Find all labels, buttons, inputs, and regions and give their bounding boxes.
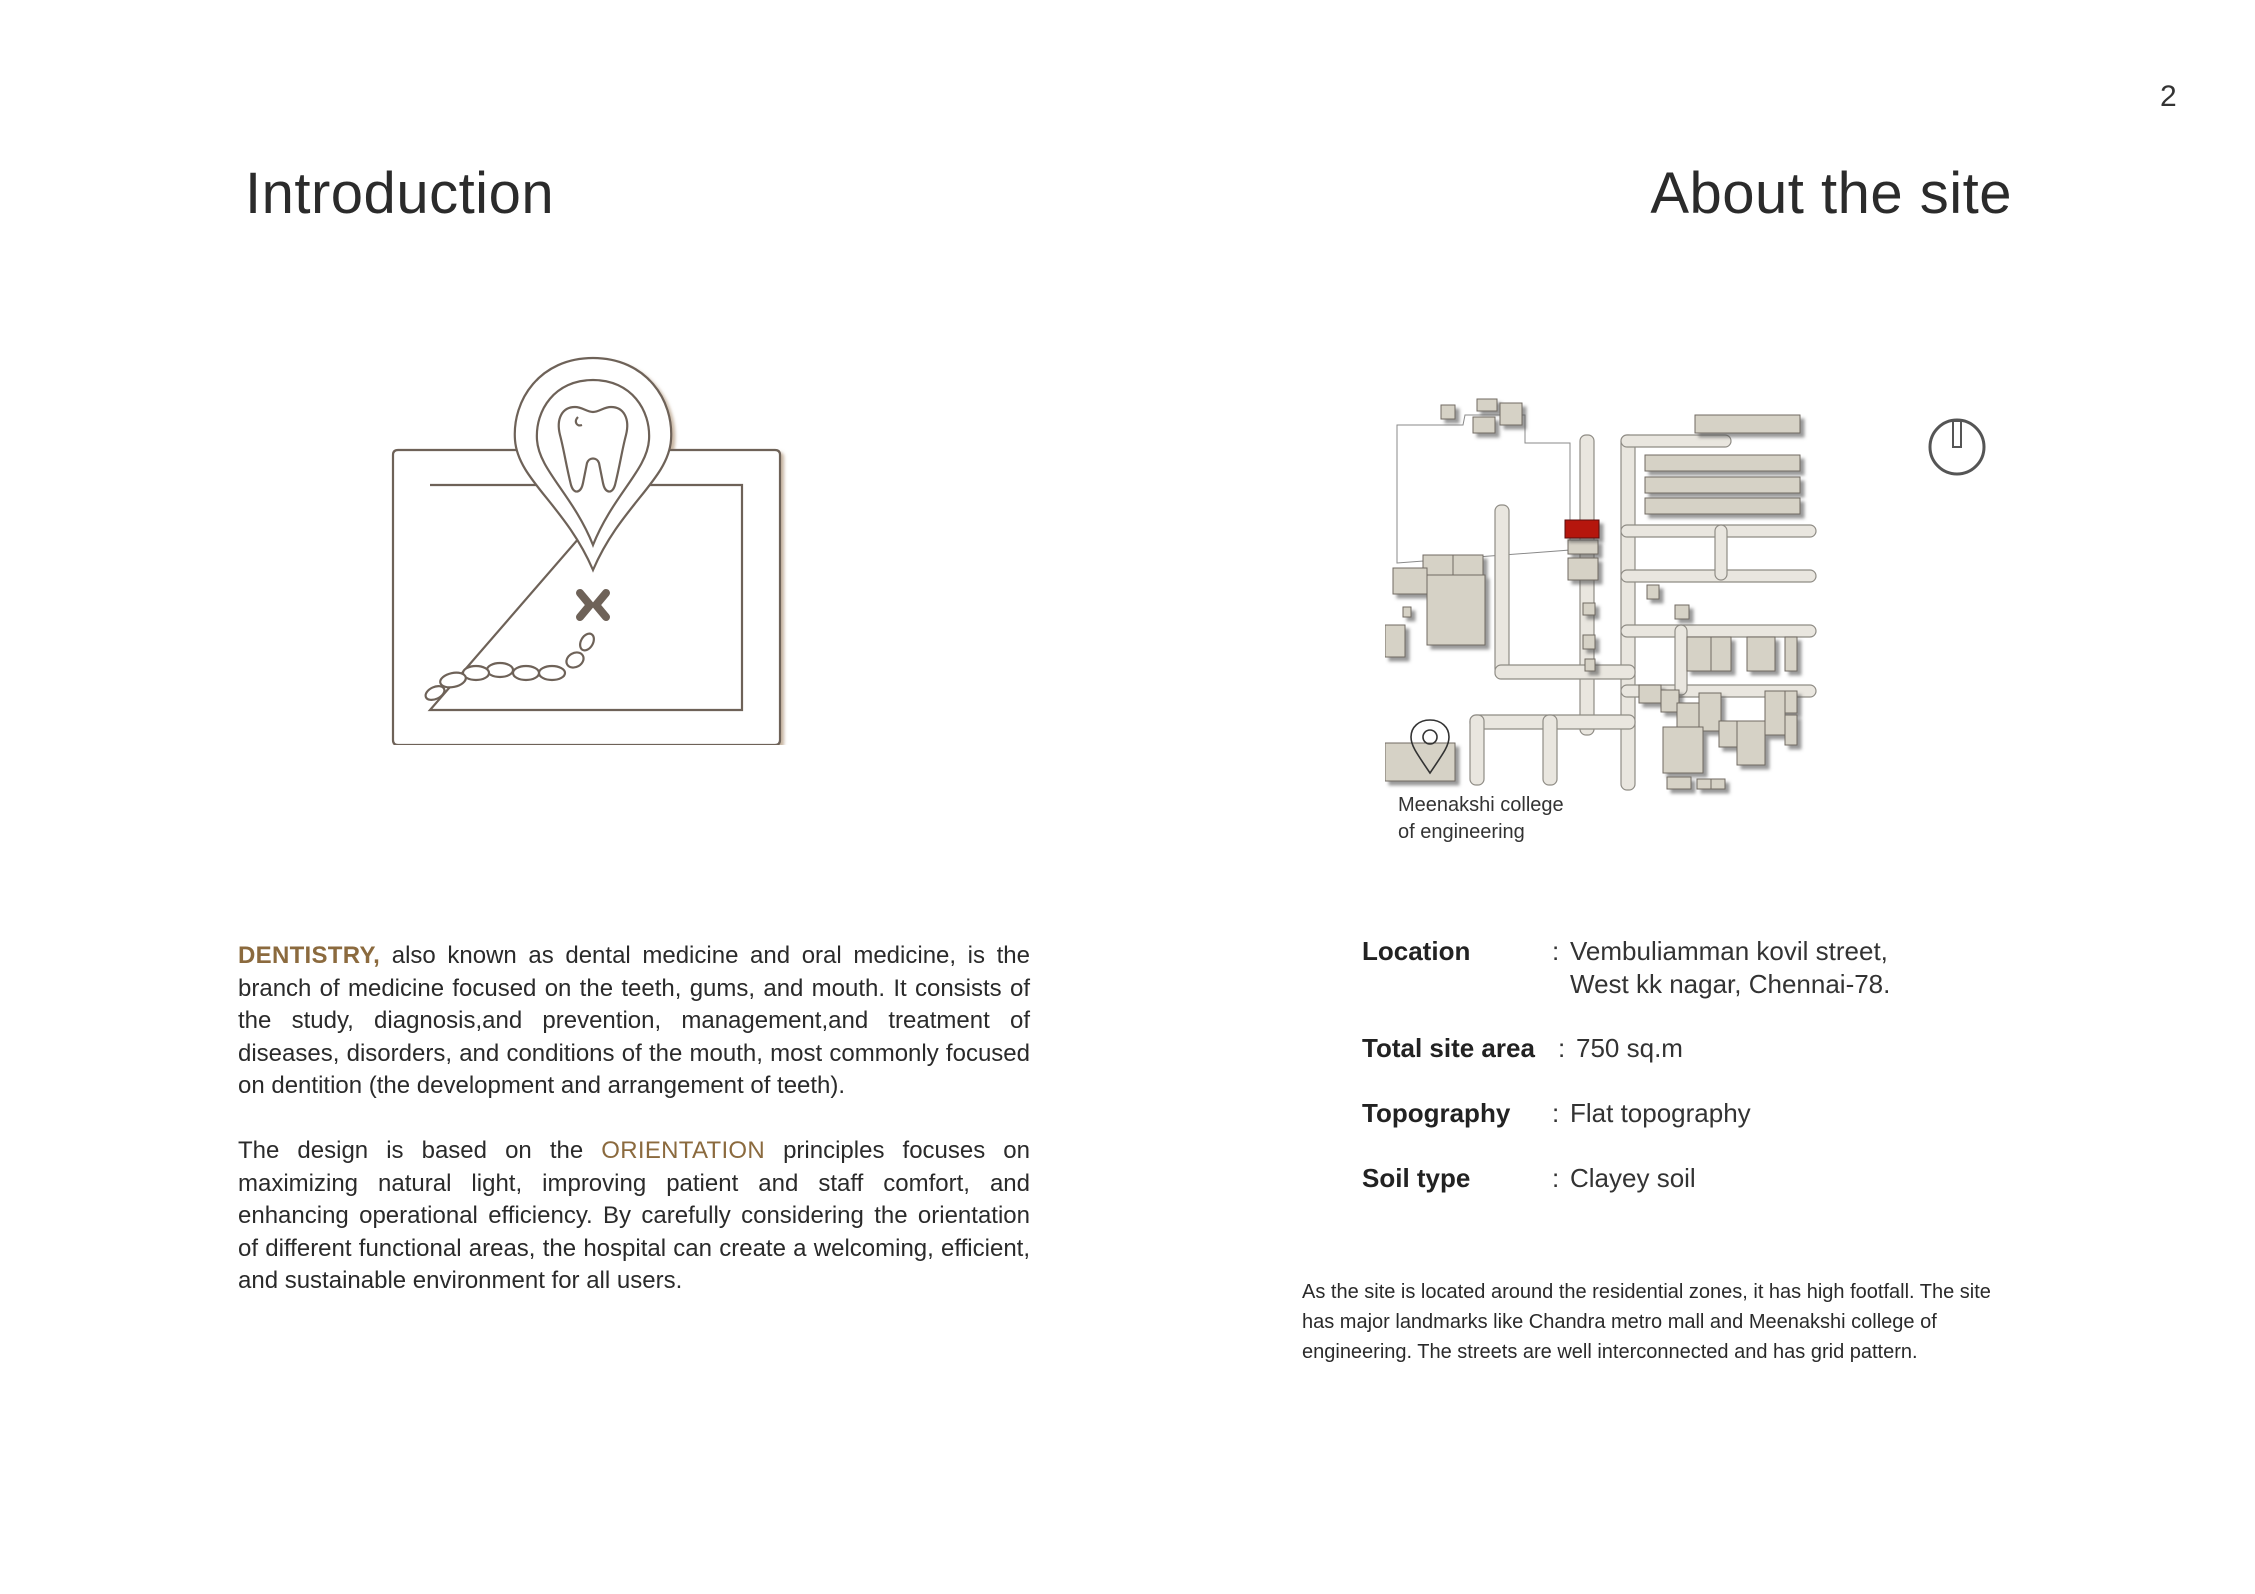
location-label: Location: [1362, 936, 1471, 966]
orientation-paragraph: [238, 1135, 1030, 1298]
orientation-keyword: ORIENTATION: [601, 1137, 766, 1164]
north-compass-icon: [1925, 415, 1989, 479]
soil-value: Clayey soil: [1570, 1163, 1696, 1193]
dentistry-text: also known as dental medicine and oral medicine, is the branch of medicine focused on the teeth, gums, and mouth. It consists of the study, diagnosis,and prevention, management,and treatment of diseases, disorders, and conditions of the mouth, most commonly focused on dentition (the development and arrangement of teeth).: [238, 942, 1030, 1099]
separator: :: [1552, 936, 1560, 966]
location-line2: West kk nagar, Chennai-78.: [1570, 969, 1891, 999]
dentistry-keyword: DENTISTRY,: [238, 942, 381, 969]
fact-total-site-area: [1362, 1032, 1683, 1065]
area-label: Total site area: [1362, 1033, 1535, 1063]
separator: :: [1558, 1033, 1566, 1063]
landmark-caption-line: Meenakshi college: [1398, 794, 1564, 816]
dentistry-paragraph: [238, 940, 1030, 1103]
tooth-location-map-icon: [390, 355, 790, 745]
fact-location: [1362, 935, 1890, 1001]
separator: :: [1552, 1098, 1560, 1128]
landmark-caption-line: of engineering: [1398, 821, 1525, 843]
page-number: 2: [2160, 80, 2177, 113]
landmark-caption: [1398, 792, 1618, 846]
location-line1: Vembuliamman kovil street,: [1570, 936, 1888, 966]
topography-value: Flat topography: [1570, 1098, 1751, 1128]
separator: :: [1552, 1163, 1560, 1193]
introduction-title: Introduction: [245, 161, 555, 226]
topography-label: Topography: [1362, 1098, 1511, 1128]
site-map: [1385, 385, 1835, 805]
site-marker: [1565, 520, 1599, 538]
orientation-text-before: The design is based on the: [238, 1137, 602, 1164]
location-value: [1552, 935, 1890, 1001]
soil-label: Soil type: [1362, 1163, 1471, 1193]
orientation-text-after: principles focuses on maximizing natural light, improving patient and staff comfort, and enhancing operational efficiency. By carefully considering the orientation of different functional areas, the hospital can create a welcoming, efficient, and sustainable environment for all users.: [238, 1137, 1030, 1294]
fact-topography: [1362, 1097, 1751, 1130]
site-note: As the site is located around the residential zones, it has high footfall. The site has major landmarks like Chandra metro mall and Meenakshi college of engineering. The streets are well interconnected and has grid pattern.: [1302, 1281, 1991, 1363]
fact-soil-type: [1362, 1162, 1696, 1195]
about-site-title: About the site: [1650, 161, 2012, 226]
area-value: 750 sq.m: [1576, 1033, 1683, 1063]
